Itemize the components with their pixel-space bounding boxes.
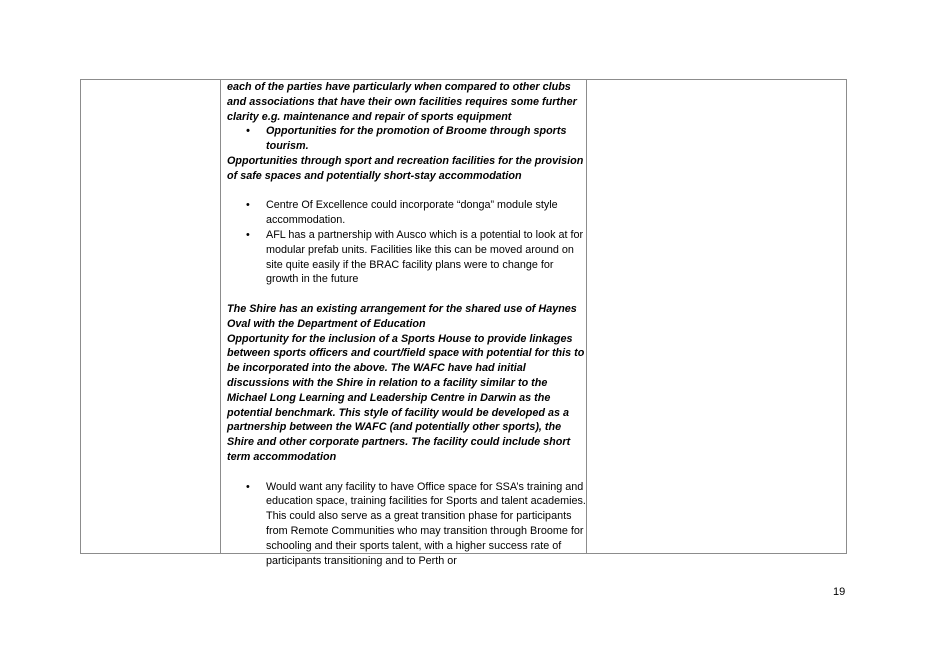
list-item <box>227 480 587 569</box>
bullet-list-office-space <box>227 480 587 569</box>
list-item-text: Would want any facility to have Office space for SSA’s training and education space, training facilities for Sports and talent academies. This could also serve as a great transition phase for participants from Remote Communities who may transition through Broome for schooling and their sports talent, with a higher success rate of participants transitioning and to Perth or <box>266 480 586 567</box>
list-item <box>227 228 587 287</box>
bullet-icon: • <box>246 125 250 138</box>
paragraph-haynes-oval: The Shire has an existing arrangement for the shared use of Haynes Oval with the Department of Education <box>227 302 577 330</box>
bullet-list-tourism <box>227 124 587 154</box>
spacer <box>227 287 587 302</box>
paragraph-sports-house: Opportunity for the inclusion of a Sports House to provide linkages between sports officers and court/field space with potential for this to be incorporated into the above. The WAFC have had initial discussions with the Shire in relation to a facility similar to the Michael Long Learning and Leadership Centre in Darwin as the potential benchmark. This style of facility would be developed as a partnership between the WAFC (and potentially other sports), the Shire and other corporate partners. The facility could include short term accommodation <box>227 332 585 463</box>
paragraph-safe-spaces: Opportunities through sport and recreation facilities for the provision of safe spaces and potentially short-stay accommodation <box>227 154 584 182</box>
bullet-list-accommodation <box>227 198 587 287</box>
page-number: 19 <box>833 586 846 598</box>
list-item-text: AFL has a partnership with Ausco which is a potential to look at for modular prefab units. Facilities like this can be moved around on site quite easily if the BRAC facility plans were to change for growth in the future <box>266 228 584 286</box>
column-divider-left <box>220 80 221 553</box>
bullet-icon: • <box>246 480 250 493</box>
spacer <box>227 465 587 480</box>
middle-cell <box>227 80 587 567</box>
list-item <box>227 198 587 228</box>
list-item-text: Opportunities for the promotion of Broome through sports tourism. <box>266 125 567 153</box>
spacer <box>227 184 587 199</box>
paragraph-clarity: each of the parties have particularly when compared to other clubs and associations that have their own facilities requires some further clarity e.g. maintenance and repair of sports equipment <box>227 81 577 123</box>
list-item-text: Centre Of Excellence could incorporate “donga” module style accommodation. <box>266 199 558 227</box>
bullet-icon: • <box>246 228 250 241</box>
list-item <box>227 124 587 154</box>
bullet-icon: • <box>246 199 250 212</box>
content-table <box>80 79 847 567</box>
